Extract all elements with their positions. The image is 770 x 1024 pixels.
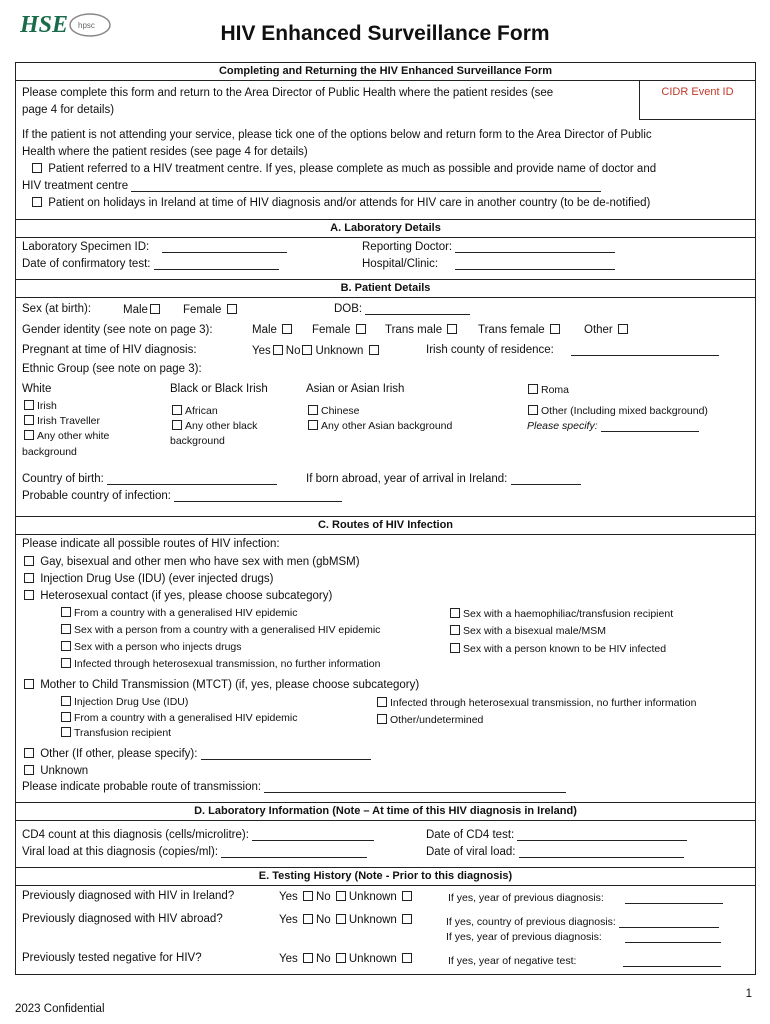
- h2-label: Sex with a person from a country with a generalised HIV epidemic: [74, 624, 381, 636]
- section-heading-labinfo: D. Laboratory Information (Note – At time of this HIV diagnosis in Ireland): [16, 802, 755, 821]
- other-asian-label: Any other Asian background: [321, 420, 453, 432]
- viral-date-label: Date of viral load:: [426, 846, 516, 858]
- idu-label: Injection Drug Use (IDU) (ever injected drugs): [40, 573, 274, 585]
- sex-female-checkbox[interactable]: [227, 304, 237, 314]
- specimen-label: Laboratory Specimen ID:: [22, 241, 150, 253]
- dob-field[interactable]: [365, 304, 470, 315]
- confidential-footer: 2023 Confidential: [15, 1003, 105, 1015]
- q3-unknown-label: Unknown: [348, 953, 397, 965]
- chinese-label: Chinese: [321, 405, 360, 417]
- a2a-label: If yes, country of previous diagnosis:: [446, 916, 616, 928]
- traveller-checkbox[interactable]: [24, 415, 34, 425]
- a2b-label: If yes, year of previous diagnosis:: [446, 931, 602, 943]
- gender-male-label: Male: [252, 324, 277, 336]
- svg-text:hpsc: hpsc: [78, 21, 95, 30]
- treatment-centre-label: HIV treatment centre: [22, 180, 129, 192]
- cd4-date-label: Date of CD4 test:: [426, 829, 515, 841]
- confirm-date-field[interactable]: [154, 259, 279, 270]
- q1-unknown-checkbox[interactable]: [402, 891, 412, 901]
- a2a-field[interactable]: [619, 917, 719, 928]
- pregnant-no-label: No: [285, 345, 301, 357]
- other-route-field[interactable]: [201, 749, 371, 760]
- m2-label: From a country with a generalised HIV epidemic: [74, 712, 298, 724]
- h1-checkbox[interactable]: [61, 607, 71, 617]
- q3-yes-checkbox[interactable]: [303, 953, 313, 963]
- hospital-label: Hospital/Clinic:: [362, 258, 439, 270]
- county-label: Irish county of residence:: [426, 344, 554, 356]
- page-title: HIV Enhanced Surveillance Form: [220, 22, 550, 45]
- q2-yes-label: Yes: [279, 914, 298, 926]
- m4-checkbox[interactable]: [377, 697, 387, 707]
- sex-male-checkbox[interactable]: [150, 304, 160, 314]
- holidays-checkbox[interactable]: [32, 197, 42, 207]
- mtct-label: Mother to Child Transmission (MTCT) (if, yes, please choose subcategory): [40, 679, 420, 691]
- gender-other-checkbox[interactable]: [618, 324, 628, 334]
- intro-line2: page 4 for details): [22, 104, 115, 116]
- h3-checkbox[interactable]: [61, 641, 71, 651]
- form-box: [15, 62, 756, 975]
- arrival-year-field[interactable]: [511, 474, 581, 485]
- mtct-checkbox[interactable]: [24, 679, 34, 689]
- h7-checkbox[interactable]: [450, 643, 460, 653]
- q2-unknown-checkbox[interactable]: [402, 914, 412, 924]
- gender-tmale-checkbox[interactable]: [447, 324, 457, 334]
- a3-field[interactable]: [623, 956, 721, 967]
- gender-other-label: Other: [584, 324, 613, 336]
- q3-label: Previously tested negative for HIV?: [22, 952, 202, 964]
- q1-yes-label: Yes: [279, 891, 298, 903]
- q1-no-label: No: [315, 891, 331, 903]
- section-heading-intro: Completing and Returning the HIV Enhanced Surveillance Form: [16, 63, 755, 81]
- gender-male-checkbox[interactable]: [282, 324, 292, 334]
- pregnant-no-checkbox[interactable]: [302, 345, 312, 355]
- m1-checkbox[interactable]: [61, 696, 71, 706]
- section-heading-routes: C. Routes of HIV Infection: [16, 516, 755, 535]
- m3-label: Transfusion recipient: [74, 727, 172, 739]
- h5-label: Sex with a haemophiliac/transfusion recipient: [463, 608, 674, 620]
- confirm-date-label: Date of confirmatory test:: [22, 258, 151, 270]
- birth-country-field[interactable]: [107, 474, 277, 485]
- pregnant-unknown-checkbox[interactable]: [369, 345, 379, 355]
- african-checkbox[interactable]: [172, 405, 182, 415]
- gender-female-label: Female: [312, 324, 351, 336]
- other-black-checkbox[interactable]: [172, 420, 182, 430]
- h6-label: Sex with a bisexual male/MSM: [463, 625, 606, 637]
- unknown-route-checkbox[interactable]: [24, 765, 34, 775]
- h7-label: Sex with a person known to be HIV infected: [463, 643, 667, 655]
- hetero-checkbox[interactable]: [24, 590, 34, 600]
- african-label: African: [185, 405, 218, 417]
- gender-label: Gender identity (see note on page 3):: [22, 324, 213, 336]
- h2-checkbox[interactable]: [61, 624, 71, 634]
- other-black-label: Any other black: [185, 420, 258, 432]
- other-black-label-2: background: [170, 435, 225, 447]
- m2-checkbox[interactable]: [61, 712, 71, 722]
- q3-no-label: No: [315, 953, 331, 965]
- viral-field[interactable]: [221, 847, 367, 858]
- intro-line4: Health where the patient resides (see page 4 for details): [22, 146, 308, 158]
- q1-unknown-label: Unknown: [348, 891, 397, 903]
- ethnic-white-heading: White: [22, 383, 52, 395]
- a2b-field[interactable]: [625, 932, 721, 943]
- sex-female-label: Female: [183, 304, 222, 316]
- pregnant-yes-label: Yes: [252, 345, 271, 357]
- m5-checkbox[interactable]: [377, 714, 387, 724]
- doctor-field[interactable]: [455, 242, 615, 253]
- probable-route-field[interactable]: [264, 782, 566, 793]
- q3-unknown-checkbox[interactable]: [402, 953, 412, 963]
- gender-female-checkbox[interactable]: [356, 324, 366, 334]
- m5-label: Other/undetermined: [390, 714, 484, 726]
- probable-route-label: Please indicate probable route of transmission:: [22, 781, 262, 793]
- q1-no-checkbox[interactable]: [336, 891, 346, 901]
- a3-label: If yes, year of negative test:: [448, 955, 577, 967]
- pregnant-label: Pregnant at time of HIV diagnosis:: [22, 344, 197, 356]
- viral-label: Viral load at this diagnosis (copies/ml):: [22, 846, 219, 858]
- q2-label: Previously diagnosed with HIV abroad?: [22, 913, 223, 925]
- cd4-date-field[interactable]: [517, 830, 687, 841]
- infection-country-label: Probable country of infection:: [22, 490, 171, 502]
- viral-date-field[interactable]: [519, 847, 684, 858]
- treatment-centre-field[interactable]: [131, 181, 601, 192]
- page-number: 1: [745, 988, 752, 1000]
- arrival-year-label: If born abroad, year of arrival in Ireland:: [306, 473, 508, 485]
- section-heading-testing: E. Testing History (Note - Prior to this diagnosis): [16, 867, 755, 886]
- other-mixed-checkbox[interactable]: [528, 405, 538, 415]
- cd4-field[interactable]: [252, 830, 374, 841]
- sex-label: Sex (at birth):: [22, 303, 92, 315]
- gender-tmale-label: Trans male: [385, 324, 443, 336]
- other-white-checkbox[interactable]: [24, 430, 34, 440]
- q1-yes-checkbox[interactable]: [303, 891, 313, 901]
- infection-country-field[interactable]: [174, 491, 342, 502]
- irish-checkbox[interactable]: [24, 400, 34, 410]
- other-route-label: Other (If other, please specify):: [40, 748, 198, 760]
- q3-no-checkbox[interactable]: [336, 953, 346, 963]
- idu-checkbox[interactable]: [24, 573, 34, 583]
- other-white-label: Any other white: [37, 430, 110, 442]
- doctor-label: Reporting Doctor:: [362, 241, 453, 253]
- specify-label: Please specify:: [527, 420, 598, 432]
- h1-label: From a country with a generalised HIV epidemic: [74, 607, 298, 619]
- h6-checkbox[interactable]: [450, 625, 460, 635]
- a1-field[interactable]: [625, 893, 723, 904]
- h4-label: Infected through heterosexual transmission, no further information: [74, 658, 381, 670]
- section-heading-patient: B. Patient Details: [16, 279, 755, 298]
- q2-no-checkbox[interactable]: [336, 914, 346, 924]
- unknown-route-label: Unknown: [40, 765, 89, 777]
- intro-line1: Please complete this form and return to the Area Director of Public Health where the patient resides (see: [22, 87, 554, 99]
- svg-text:HSE: HSE: [20, 12, 69, 38]
- hospital-field[interactable]: [455, 259, 615, 270]
- q2-unknown-label: Unknown: [348, 914, 397, 926]
- q2-yes-checkbox[interactable]: [303, 914, 313, 924]
- ethnic-black-heading: Black or Black Irish: [170, 383, 268, 395]
- gender-tfemale-checkbox[interactable]: [550, 324, 560, 334]
- m3-checkbox[interactable]: [61, 727, 71, 737]
- other-asian-checkbox[interactable]: [308, 420, 318, 430]
- gender-tfemale-label: Trans female: [478, 324, 545, 336]
- hetero-label: Heterosexual contact (if yes, please choose subcategory): [40, 590, 333, 602]
- q2-no-label: No: [315, 914, 331, 926]
- other-route-checkbox[interactable]: [24, 748, 34, 758]
- chinese-checkbox[interactable]: [308, 405, 318, 415]
- pregnant-unknown-label: Unknown: [315, 345, 364, 357]
- q1-label: Previously diagnosed with HIV in Ireland?: [22, 890, 235, 902]
- h3-label: Sex with a person who injects drugs: [74, 641, 242, 653]
- birth-country-label: Country of birth:: [22, 473, 104, 485]
- section-heading-lab: A. Laboratory Details: [16, 219, 755, 238]
- county-field[interactable]: [571, 345, 719, 356]
- q3-yes-label: Yes: [279, 953, 298, 965]
- ethnic-label: Ethnic Group (see note on page 3):: [22, 363, 202, 375]
- h5-checkbox[interactable]: [450, 608, 460, 618]
- m1-label: Injection Drug Use (IDU): [74, 696, 189, 708]
- specimen-field[interactable]: [162, 242, 287, 253]
- pregnant-yes-checkbox[interactable]: [273, 345, 283, 355]
- intro-line3: If the patient is not attending your service, please tick one of the options below and return form to the Area Director of Public: [22, 129, 652, 141]
- msm-label: Gay, bisexual and other men who have sex with men (gbMSM): [40, 556, 360, 568]
- referred-checkbox[interactable]: [32, 163, 42, 173]
- sex-male-label: Male: [123, 304, 148, 316]
- h4-checkbox[interactable]: [61, 658, 71, 668]
- roma-label: Roma: [541, 384, 570, 396]
- traveller-label: Irish Traveller: [37, 415, 101, 427]
- ethnic-asian-heading: Asian or Asian Irish: [306, 383, 405, 395]
- holidays-label: Patient on holidays in Ireland at time of HIV diagnosis and/or attends for HIV care in another country (to be de-notified): [48, 197, 651, 209]
- specify-field[interactable]: [601, 421, 699, 432]
- msm-checkbox[interactable]: [24, 556, 34, 566]
- cd4-label: CD4 count at this diagnosis (cells/microlitre):: [22, 829, 249, 841]
- other-white-label-2: background: [22, 446, 77, 458]
- other-mixed-label: Other (Including mixed background): [541, 405, 708, 417]
- routes-intro: Please indicate all possible routes of HIV infection:: [22, 538, 280, 550]
- a1-label: If yes, year of previous diagnosis:: [448, 892, 604, 904]
- dob-label: DOB:: [334, 303, 363, 315]
- roma-checkbox[interactable]: [528, 384, 538, 394]
- irish-label: Irish: [37, 400, 57, 412]
- referred-label: Patient referred to a HIV treatment centre. If yes, please complete as much as possible and provide name of doctor and: [48, 163, 657, 175]
- m4-label: Infected through heterosexual transmission, no further information: [390, 697, 697, 709]
- cidr-event-id-field[interactable]: CIDR Event ID: [639, 80, 755, 120]
